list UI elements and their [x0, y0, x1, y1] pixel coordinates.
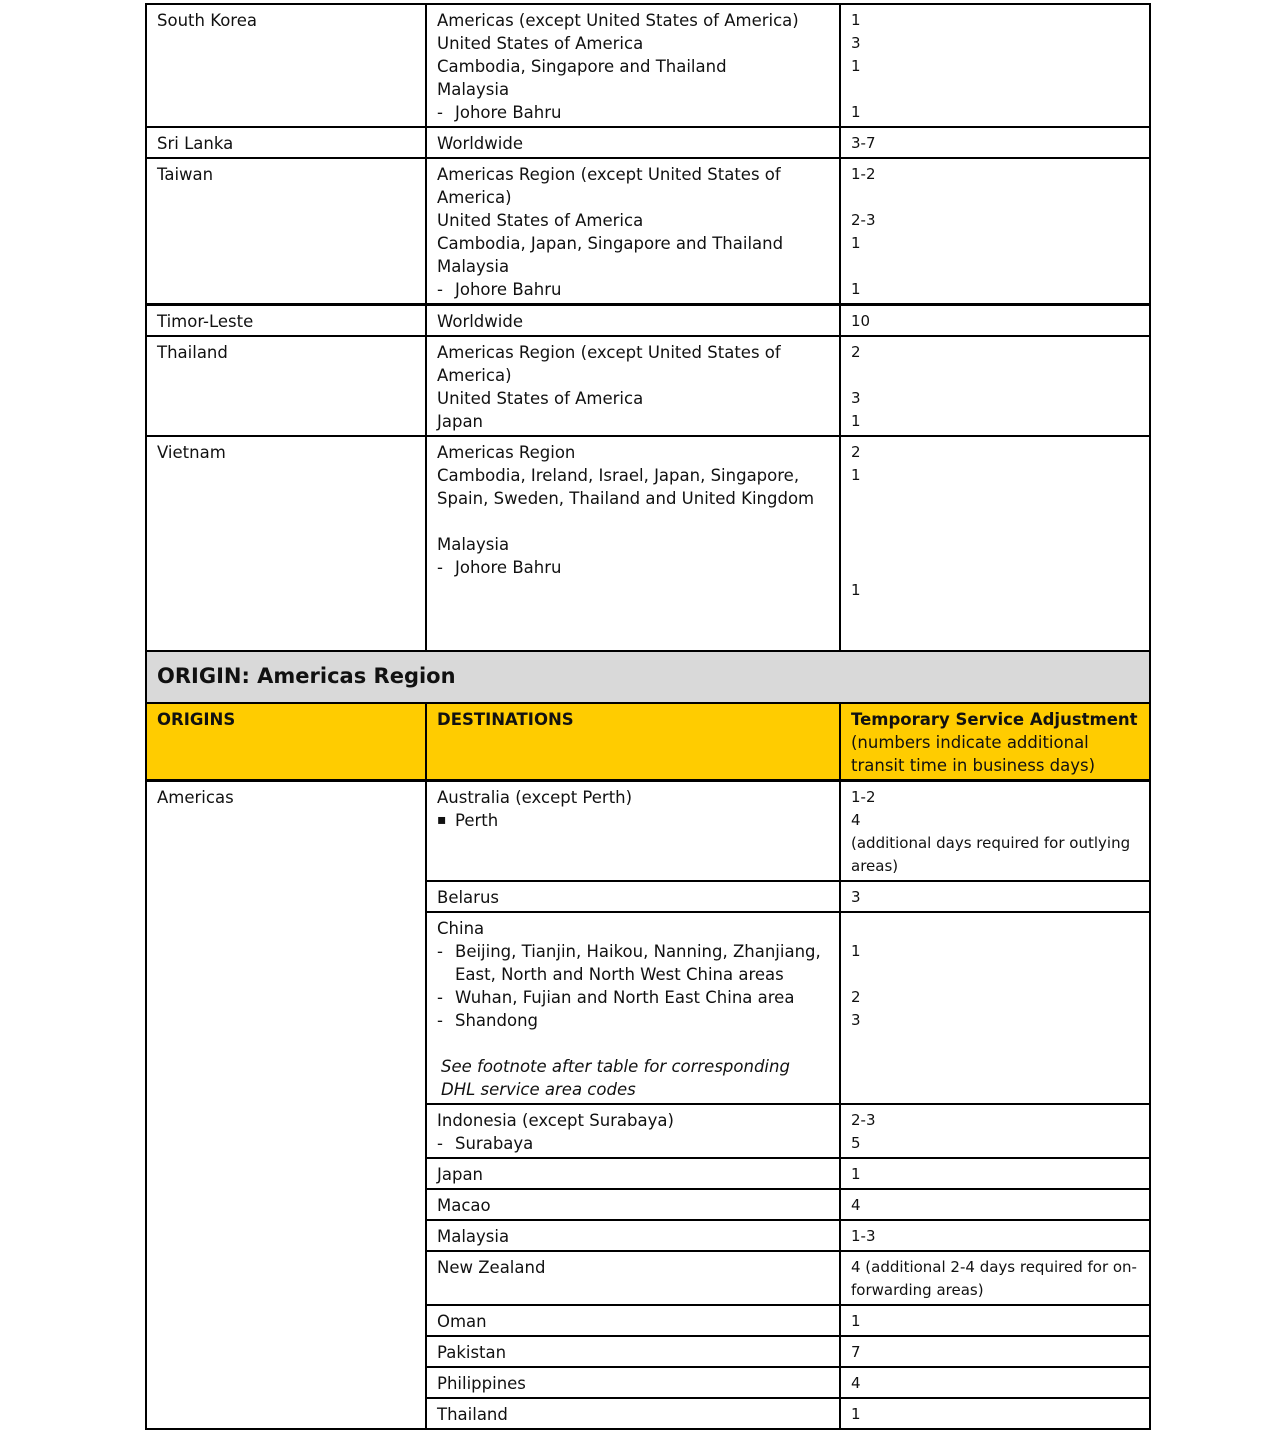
blank-line	[851, 186, 1139, 209]
adjustment-value: 1	[851, 1312, 861, 1330]
adjustment-value: 1	[851, 11, 861, 29]
adjustment-cell	[840, 305, 1150, 337]
blank-line	[851, 533, 1139, 556]
asia-origins-section	[146, 4, 1150, 651]
adjustment-value: 1	[851, 280, 861, 298]
adjustment-cell	[840, 1104, 1150, 1158]
destination-line: Malaysia	[437, 257, 510, 276]
destination-line: Americas Region (except United States of	[437, 343, 781, 362]
destination-line: Oman	[437, 1312, 487, 1331]
destinations-cell	[426, 1305, 840, 1336]
region-header: ORIGIN: Americas Region	[146, 651, 1150, 703]
adjustment-value: 2	[851, 343, 861, 361]
destination-line: Cambodia, Japan, Singapore and Thailand	[437, 234, 784, 253]
destinations-cell	[426, 1336, 840, 1367]
adjustment-value: 1	[851, 942, 861, 960]
destination-line: United States of America	[437, 34, 644, 53]
adjustment-value: 1	[851, 234, 861, 252]
destination-line: Spain, Sweden, Thailand and United Kingdom	[437, 489, 815, 508]
adjustment-cell	[840, 912, 1150, 1104]
adjustment-value: (additional days required for outlying areas)	[851, 834, 1131, 875]
destinations-header: DESTINATIONS	[426, 703, 840, 781]
adjustment-value: 1-3	[851, 1227, 876, 1245]
destination-line: Americas Region (except United States of	[437, 165, 781, 184]
adjustment-cell	[840, 1189, 1150, 1220]
blank-line	[851, 487, 1139, 510]
destinations-cell	[426, 305, 840, 337]
destinations-cell	[426, 881, 840, 912]
blank-line	[851, 255, 1139, 278]
destination-line: Cambodia, Ireland, Israel, Japan, Singapore,	[437, 466, 800, 485]
adjustment-value: 1	[851, 1165, 861, 1183]
blank-line	[437, 602, 829, 625]
destination-line: Americas (except United States of America)	[437, 11, 799, 30]
origin-cell	[146, 436, 426, 651]
table-row	[146, 4, 1150, 127]
destination-line: - Johore Bahru	[437, 556, 829, 579]
americas-rows	[146, 781, 1150, 1430]
table-row	[146, 781, 1150, 882]
adjustment-cell	[840, 1367, 1150, 1398]
adjustment-value: 3	[851, 34, 861, 52]
destination-line: See footnote after table for corresponding DHL service area codes	[441, 1057, 790, 1099]
adjustment-value: 1	[851, 57, 861, 75]
destination-line: Cambodia, Singapore and Thailand	[437, 57, 727, 76]
adjustment-value: 1-2	[851, 788, 876, 806]
blank-line	[851, 510, 1139, 533]
blank-line	[851, 602, 1139, 625]
destination-line: Malaysia	[437, 1227, 510, 1246]
destination-line: Australia (except Perth)	[437, 788, 633, 807]
adjustment-header	[840, 703, 1150, 781]
origin-name: South Korea	[157, 11, 257, 30]
blank-line	[437, 579, 829, 602]
origin-cell	[146, 4, 426, 127]
adjustment-value: 4	[851, 811, 861, 829]
adjustment-cell	[840, 4, 1150, 127]
destination-line: - Wuhan, Fujian and North East China area	[437, 986, 829, 1009]
destination-line: Malaysia	[437, 535, 510, 554]
destination-line: ▪ Perth	[437, 809, 829, 832]
adjustment-cell	[840, 881, 1150, 912]
adjustment-cell	[840, 336, 1150, 436]
adjustment-cell	[840, 1336, 1150, 1367]
origin-cell	[146, 127, 426, 158]
destination-line: - Surabaya	[437, 1132, 829, 1155]
destination-line: Pakistan	[437, 1343, 507, 1362]
origin-cell	[146, 336, 426, 436]
americas-region-section	[146, 651, 1150, 781]
adjustment-value: 3-7	[851, 134, 876, 152]
blank-line	[437, 1279, 829, 1302]
adjustment-cell	[840, 127, 1150, 158]
adjustment-value: 5	[851, 1134, 861, 1152]
adjustment-value: 2	[851, 443, 861, 461]
origin-name: Taiwan	[157, 165, 214, 184]
adjustment-value: 1	[851, 466, 861, 484]
adjustment-header-title: Temporary Service Adjustment	[851, 710, 1138, 729]
adjustment-value: 7	[851, 1343, 861, 1361]
destination-line: United States of America	[437, 211, 644, 230]
adjustment-value: 2	[851, 988, 861, 1006]
table-row	[146, 305, 1150, 337]
adjustment-cell	[840, 1158, 1150, 1189]
blank-line	[851, 556, 1139, 579]
destination-line: - Johore Bahru	[437, 101, 829, 124]
destination-line: Worldwide	[437, 312, 523, 331]
adjustment-value: 4 (additional 2-4 days required for on-forwarding areas)	[851, 1258, 1137, 1299]
region-header-row	[146, 651, 1150, 703]
origin-name: Thailand	[157, 343, 228, 362]
blank-line	[851, 625, 1139, 648]
table-row	[146, 436, 1150, 651]
origin-cell	[146, 158, 426, 305]
destination-line: Philippines	[437, 1374, 526, 1393]
destinations-cell	[426, 336, 840, 436]
destination-line: Belarus	[437, 888, 500, 907]
adjustment-value: 3	[851, 888, 861, 906]
destinations-cell	[426, 127, 840, 158]
destinations-cell	[426, 4, 840, 127]
origin-cell	[146, 305, 426, 337]
origin-name: Vietnam	[157, 443, 226, 462]
blank-line	[851, 963, 1139, 986]
destinations-cell	[426, 912, 840, 1104]
destination-line: Thailand	[437, 1405, 508, 1424]
destination-line: - Johore Bahru	[437, 278, 829, 301]
destination-line: Japan	[437, 412, 484, 431]
adjustment-value: 3	[851, 1011, 861, 1029]
destinations-cell	[426, 1189, 840, 1220]
origin-name: Timor-Leste	[157, 312, 254, 331]
destinations-cell	[426, 158, 840, 305]
destination-line: Indonesia (except Surabaya)	[437, 1111, 674, 1130]
destinations-cell	[426, 1104, 840, 1158]
adjustment-value: 3	[851, 389, 861, 407]
adjustment-cell	[840, 436, 1150, 651]
destination-line: America)	[437, 366, 512, 385]
adjustment-value: 4	[851, 1374, 861, 1392]
blank-line	[437, 832, 829, 855]
table-row	[146, 158, 1150, 305]
adjustment-value: 2-3	[851, 1111, 876, 1129]
adjustment-value: 1	[851, 412, 861, 430]
origin-name: Sri Lanka	[157, 134, 234, 153]
adjustment-cell	[840, 1251, 1150, 1305]
adjustment-cell	[840, 1305, 1150, 1336]
blank-line	[851, 917, 1139, 940]
adjustment-value: 2-3	[851, 211, 876, 229]
destination-line: China	[437, 919, 485, 938]
adjustment-value: 1	[851, 103, 861, 121]
adjustment-value: 1-2	[851, 165, 876, 183]
destination-line: Americas Region	[437, 443, 576, 462]
table-row	[146, 336, 1150, 436]
origin-name: Americas	[157, 788, 234, 807]
transit-adjustment-table	[145, 3, 1151, 1430]
destination-line: America)	[437, 188, 512, 207]
adjustment-cell	[840, 158, 1150, 305]
destinations-cell	[426, 1158, 840, 1189]
destination-line: New Zealand	[437, 1258, 546, 1277]
destinations-cell	[426, 781, 840, 882]
column-header-row	[146, 703, 1150, 781]
destination-line: Worldwide	[437, 134, 523, 153]
adjustment-value: 10	[851, 312, 871, 330]
adjustment-value: 4	[851, 1196, 861, 1214]
destinations-cell	[426, 1367, 840, 1398]
adjustment-cell	[840, 1220, 1150, 1251]
destinations-cell	[426, 1251, 840, 1305]
origins-header: ORIGINS	[146, 703, 426, 781]
destinations-cell	[426, 1220, 840, 1251]
blank-line	[851, 364, 1139, 387]
destination-line: Japan	[437, 1165, 484, 1184]
destination-line: - Beijing, Tianjin, Haikou, Nanning, Zhanjiang, East, North and North West China areas	[437, 940, 829, 986]
adjustment-value: 1	[851, 1405, 861, 1423]
destination-line: - Shandong	[437, 1009, 829, 1032]
table-row	[146, 127, 1150, 158]
blank-line	[437, 1032, 829, 1055]
destination-line: United States of America	[437, 389, 644, 408]
blank-line	[851, 78, 1139, 101]
destination-line: Malaysia	[437, 80, 510, 99]
adjustment-header-note: (numbers indicate additional transit time in business days)	[851, 733, 1096, 775]
origin-cell	[146, 781, 426, 1430]
adjustment-value: 1	[851, 581, 861, 599]
destination-line: Macao	[437, 1196, 491, 1215]
blank-line	[437, 510, 829, 533]
destinations-cell	[426, 436, 840, 651]
adjustment-cell	[840, 781, 1150, 882]
blank-line	[437, 625, 829, 648]
